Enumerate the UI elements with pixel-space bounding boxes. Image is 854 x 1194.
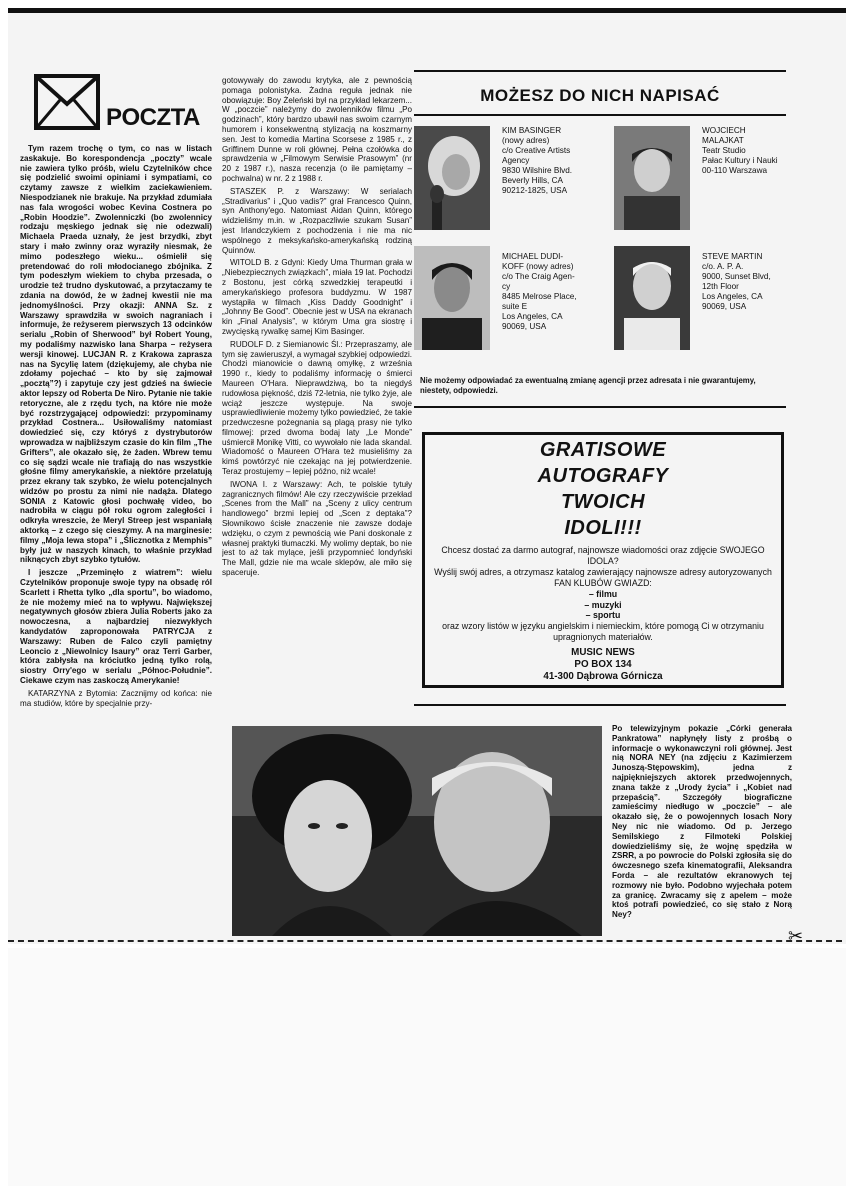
photo-steve-martin [614,246,690,350]
scissors-icon: ✂ [788,926,804,947]
address-michael-dudikoff: MICHAEL DUDI- KOFF (nowy adres) c/o The Craig Agen- cy 8485 Melrose Place, suite E Los Angeles, CA 90069, USA [502,252,577,331]
magazine-page [8,8,846,944]
col2-paragraph: RUDOLF D. z Siemianowic Śl.: Przepraszamy, ale tym się zawieruszył, a wymagał szybkiej odpowiedzi. Chodzi mianowicie o dawną omyłkę, z września 1990 r., kiedy to podaliśmy informację o śmierci Maureen O'Hara. Nieprawdziwą, bo ta niegdyś rudowłosa piękność, dziś 72-letnia, nie tylko żyje, ale wciąż jeszcze występuje. Na swoje usprawiedliwienie możemy tylko powiedzieć, że takie przedwczesne pożegnania są plagą prasy nie tylko filmowej: przed dwoma bodaj laty „Le Monde” uśmiercił Monikę Vitti, co wywołało nie lada skandal. Wiadomość o Maureen O'Hara też musieliśmy za kimś powtórzyć nie czekając na jej potwierdzenie. Teraz prostujemy – lepiej późno, niż wcale! [222,339,412,477]
cut-line [8,940,842,942]
poczta-column-1 [20,144,212,940]
gratis-title-line: TWOICH [560,491,646,513]
section-rule [414,70,786,72]
col2-paragraph: IWONA I. z Warszawy: Ach, te polskie tytuły zagranicznych filmów! Ale czy rzeczywiście przekład „Scenes from the Mall” na „Sceny z ulicy centrum handlowego” brzmi lepiej od „Scen z deptaka”? Słownikowo ścisłe znaczenie nie zawsze dodaje wdzięku, o czym z pewnością wie Pani doskonale z własnej praktyki tłumaczki. My wolimy deptak, bo nie jest to aż tak mylące, jeśli przypomnieć londyński The Mall, gdzie nie ma wcale sklepów, ale miło się spaceruje. [222,479,412,578]
contact-line: 41-300 Dąbrowa Górnicza [543,670,663,682]
address-wojciech-malajkat: WOJCIECH MALAJKAT Teatr Studio Pałac Kultury i Nauki 00-110 Warszawa [702,126,778,175]
gratis-category: – sportu [585,610,621,620]
gratis-title-line: GRATISOWE [539,439,667,461]
col1-paragraph: Tym razem trochę o tym, co nas w listach zaskakuje. Bo korespondencja „poczty” wcale nie zawiera tylko próśb, wielu Czytelników chce się podzielić swoimi opiniami i sympatiami, co czytamy zawsze z wielkim zaciekawieniem. Niespodzianek nie brakuje. Na przykład zdumiała nas fala wrogości wobec Kevina Costnera po „Robin Hoodzie”. Zwolenniczki (bo zwolennicy rodzaju męskiego jednak się nie odezwali) Michaela Praeda uznały, że jest brzydki, zbyt stary i mało zwinny oraz wyraziły niesmak, że mimo podeszłego wieku... ośmielił się pretendować do roli młodocianego zbójnika. Z tym podeszłym wiekiem to chyba przesada, o urodzie też trudno dyskutować, a przytaczamy te zdania na dowód, że w żadnej kwestii nie ma jednomyślności. Przy okazji: ANNA Sz. z Warszawy sprawdziła w swoich nagraniach i informuje, że reżyserem pierwszych 13 odcinków serialu „Robin of Sherwood” był Robert Young, my podaliśmy nazwisko Iana Sharpa – reżysera wersji kinowej. LUCJAN R. z Krakowa zaprasza nas na Sycylię latem (dziękujemy, ale chyba nie zdołamy pojechać – kto by się zajmował „pocztą”?) i zapytuje czy jest gdzieś na świecie aktor lepszy od Roberta De Niro. Pytanie nie takie retoryczne, ale z rzędu tych, na które nie może być rozstrzygającej odpowiedzi: przypominamy przykład Costnera... Usiłowaliśmy natomiast dowiedzieć się, czy któryś z dystrybutorów wprowadza w najbliższym czasie do kin film „The Grifters”, ale okazało się, że żaden. Wbrew temu co się sądzi wcale nie trafiają do nas wszystkie głośne filmy amerykańskie, a niektóre przelatują przez ekrany tak szybko, że wielu potencjalnych widzów po prostu za nimi nie nadąża. Dlatego SONIA z Katowic głosi pochwałę video, bo nadrobiła w ciągu pół roku ogrom zaległości i odkryła wreszcie, że Meryl Streep jest wspaniałą aktorką – z czego się cieszymy. A na marginesie: filmy „Moja lewa stopa” i „Ślicznotka z Memphis” były już w naszych kinach, to właśnie przykład niknących zbyt szybko tytułów. [20,144,212,565]
col2-paragraph: STASZEK P. z Warszawy: W serialach „Stradivarius” i „Quo vadis?” grał Francesco Quinn, syn Anthony'ego. Natomiast Aidan Quinn, którego widzieliśmy m.in. w „Rozpaczliwie szukam Susan” jest Irlandczykiem z pochodzenia i nie ma nic wspólnego z meksykańsko-amerykańską rodziną Quinnów. [222,186,412,255]
photo-kim-basinger [414,126,490,230]
gratis-title-line: IDOLI!!! [564,517,642,539]
top-border [8,8,846,13]
gratis-category: – muzyki [584,599,622,610]
section-rule [414,114,786,116]
contact-line: PO BOX 134 [574,658,632,670]
gratis-category: – filmu [588,589,618,599]
nora-ney-column [612,724,792,940]
gratis-contact [425,647,781,683]
gratis-text-1: Chcesz dostać za darmo autograf, najnowsze wiadomości oraz zdjęcie SWOJEGO IDOLA? [441,545,765,566]
contact-line: MUSIC NEWS [571,646,635,658]
envelope-icon [34,74,100,130]
nora-ney-text: Po telewizyjnym pokazie „Córki generała Pankratowa” napłynęły listy z prośbą o informacje o wykonawczyni roli głównej. Jest nią NORA NEY (na zdjęciu z Kazimierzem Junoszą-Stępowskim), jedna z najpiękniejszych aktorek przedwojennych, znana także z „Urody życia” i „Kobiet nad przepaścią”. Szczegóły biograficzne zamieścimy niedługo w „poczcie” – ale okazało się, że o powojennych losach Nory Ney nic nie wiadomo. Od p. Jerzego Semilskiego z Filmoteki Polskiej dowiedzieliśmy się, że wojnę spędziła w ZSRR, a po powrocie do Polski zgłosiła się do ówczesnego szefa kinematografii, Aleksandra Forda – ale rezultatów ekranowych tej rozmowy nie było. Podobno wyjechała potem za granicę. Zwracamy się z apelem – może ktoś potrafi powiedzieć, co się stało z Norą Ney? [612,724,792,920]
photo-nora-ney [232,726,602,936]
section-rule [414,406,786,408]
col1-paragraph: KATARZYNA z Bytomia: Zacznijmy od końca: nie ma studiów, które by specjalnie przy- [20,688,212,708]
gratis-text-2: Wyślij swój adres, a otrzymasz katalog zawierający najnowsze adresy autoryzowanych FAN KLUBÓW GWIAZD: [434,567,772,588]
address-kim-basinger: KIM BASINGER (nowy adres) c/o Creative Artists Agency 9830 Wilshire Blvd. Beverly Hills, CA 90212-1825, USA [502,126,573,195]
col2-paragraph: gotowywały do zawodu krytyka, ale z pewnością pomaga polonistyka. Żadna reguła jednak nie obowiązuje: Boy Żeleński był na przykład lekarzem... W „poczcie” należymy do zwolenników filmu „Po godzinach”, który bardzo ubawił nas swoim czarnym humorem i konsekwentną stylizacją na koszmarny sen. Jest to komedia Martina Scorsese z 1985 r., z Griffinem Dunne w roli głównej. Pełna czołówka do sprawdzenia w „Filmowym Serwisie Prasowym” (nr 20 z 1987 r.), nasza recenzja (o ile pamiętamy – pochwalna) w nr. 2 z 1988 r. [222,76,412,183]
col2-paragraph: WITOLD B. z Gdyni: Kiedy Uma Thurman grała w „Niebezpiecznych związkach”, miała 19 lat. Pochodzi z Bostonu, jest córką szwedzkiej terapeutki i amerykańskiego profesora buddyzmu. W 1987 wystąpiła w filmach „Kiss Daddy Goodnight” i „Johnny Be Good”. Obecnie jest w USA na ekranach kin „Final Analysis”, w którym Uma gra siostrę i zwycięską rywalkę samej Kim Basinger. [222,258,412,336]
section-rule [414,704,786,706]
gratis-category-list [425,589,781,621]
napisac-title: MOŻESZ DO NICH NAPISAĆ [480,86,720,105]
address-steve-martin: STEVE MARTIN c/o. A. P. A. 9000, Sunset Blvd, 12th Floor Los Angeles, CA 90069, USA [702,252,771,311]
photo-wojciech-malajkat [614,126,690,230]
poczta-header [34,74,216,136]
gratis-title-line: AUTOGRAFY [537,465,669,487]
photo-michael-dudikoff [414,246,490,350]
gratis-text-3: oraz wzory listów w języku angielskim i niemieckim, które pomogą Ci w otrzymaniu upragnionych materiałów. [442,620,764,642]
col1-paragraph: I jeszcze „Przeminęło z wiatrem”: wielu Czytelników proponuje swoje typy na obsadę ról Scarlett i Rhetta tylko „dla sportu”, bo wiadomo, że nie możemy mieć na to wpływu. Największej negatywnych głosów zbiera Julia Roberts jako za nowoczesna, a najbardziej niezwykłych kandydatów zaproponowała PATRYCJA z Warszawy: Ruben de Falco czyli pamiętny Leoncio z „Niewolnicy Isaury” oraz Terri Garber, która zabłysła na króciutko jedną tylko rolą, siostry Orry'ego w serialu „Północ-Południe”. Ciekawe czym nas zaskoczą Amerykanie! [20,568,212,686]
blank-area [8,948,846,1186]
gratis-autografy-box [422,432,784,688]
gratis-title [425,437,781,541]
disclaimer-text: Nie możemy odpowiadać za ewentualną zmianę agencji przez adresata i nie gwarantujemy, niestety, odpowiedzi. [420,376,756,395]
poczta-title: POCZTA [106,104,200,131]
